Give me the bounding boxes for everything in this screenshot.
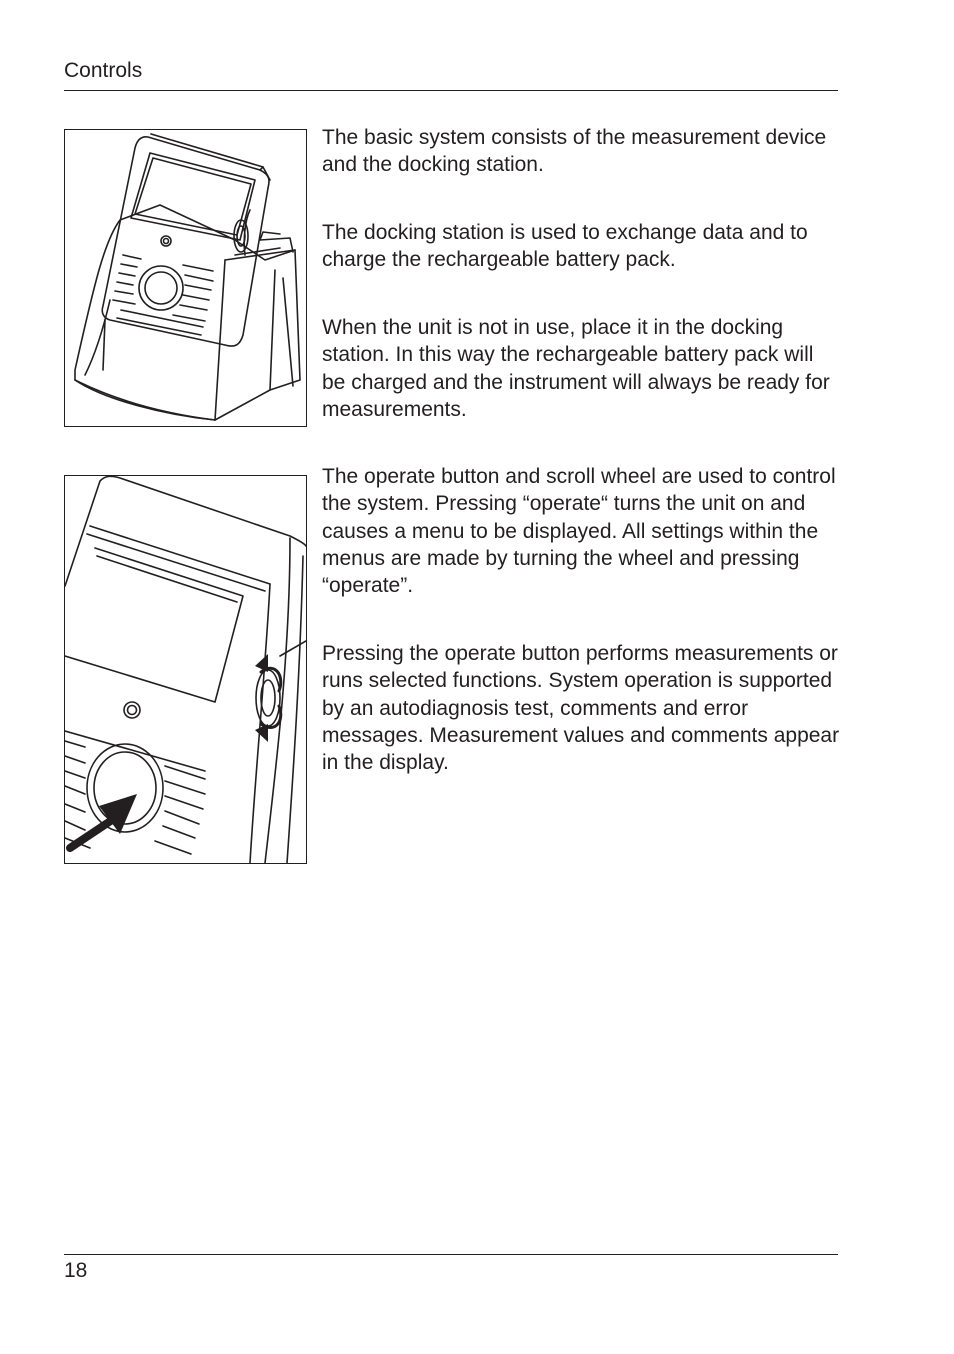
- footer-rule: [64, 1254, 838, 1255]
- page-number: 18: [64, 1259, 88, 1282]
- device-docking-station-icon: [65, 130, 306, 426]
- paragraph-controls: The operate button and scroll wheel are used to control the system. Pressing “operate“ turns the unit on and causes a menu to be displayed. All settings within the menus are made by turning the wheel and pressing “operate”.: [322, 465, 836, 598]
- paragraph-docking-station: The docking station is used to exchange data and to charge the rechargeable battery pack.: [322, 221, 808, 272]
- docking-station-figure: [64, 129, 307, 427]
- header-rule: [64, 90, 838, 91]
- paragraph-unit-storage: When the unit is not in use, place it in the docking station. In this way the rechargeable battery pack will be charged and the instrument will always be ready for measurements.: [322, 316, 830, 421]
- running-header: Controls: [64, 59, 143, 82]
- paragraph-operate-button: Pressing the operate button performs measurements or runs selected functions. System operation is supported by an autodiagnosis test, comments and error messages. Measurement values and comments appear in the display.: [322, 642, 840, 775]
- operate-button-scroll-wheel-icon: [65, 476, 306, 863]
- operate-controls-figure: [64, 475, 307, 864]
- paragraph-basic-system: The basic system consists of the measurement device and the docking station.: [322, 126, 827, 177]
